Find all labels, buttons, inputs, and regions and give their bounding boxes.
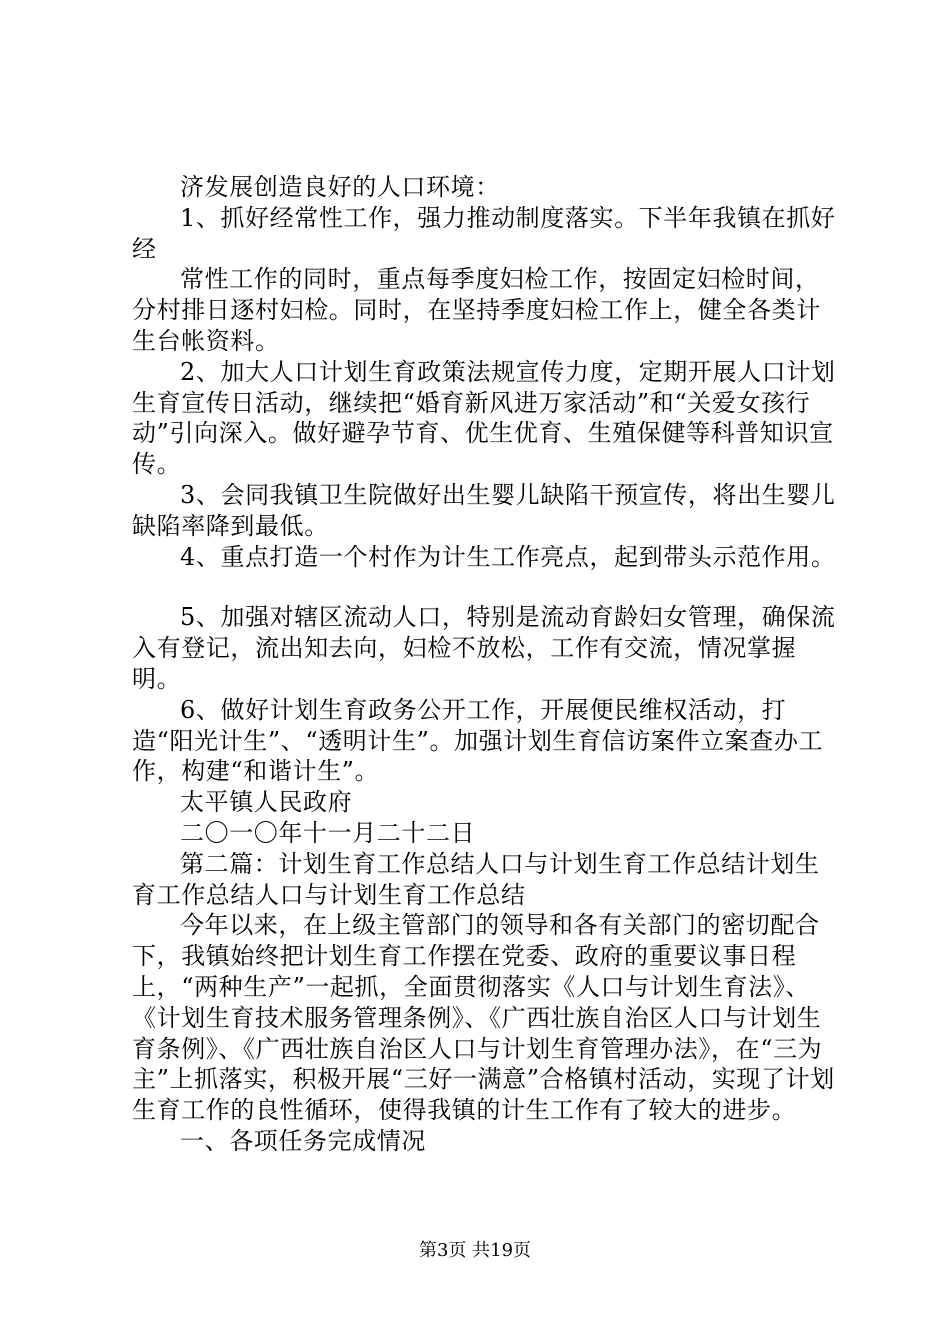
signature-organization: 太平镇人民政府 — [180, 788, 353, 817]
paragraph-item-2: 2、加大人口计划生育政策法规宣传力度，定期开展人口计划生育宣传日活动，继续把“婚育新风进万家活动”和“关爱女孩行动”引向深入。做好避孕节育、优生优育、生殖保健等科普知识宣传。 — [132, 357, 836, 479]
signature-date: 二〇一〇年十一月二十二日 — [180, 818, 476, 847]
section-title-part-two: 第二篇：计划生育工作总结人口与计划生育工作总结计划生育工作总结人口与计划生育工作总结 — [132, 849, 820, 909]
paragraph-item-3: 3、会同我镇卫生院做好出生婴儿缺陷干预宣传，将出生婴儿缺陷率降到最低。 — [132, 480, 836, 540]
paragraph-item-1-continued: 常性工作的同时，重点每季度妇检工作，按固定妇检时间，分村排日逐村妇检。同时，在坚持季度妇检工作上，健全各类计生台帐资料。 — [132, 265, 821, 355]
paragraph-item-6: 6、做好计划生育政务公开工作，开展便民维权活动，打造“阳光计生”、“透明计生”。加强计划生育信访案件立案查办工作，构建“和谐计生”。 — [132, 695, 824, 786]
document-body — [132, 172, 842, 1157]
section-heading-tasks: 一、各项任务完成情况 — [180, 1126, 426, 1155]
paragraph-item-1: 1、抓好经常性工作，强力推动制度落实。下半年我镇在抓好经 — [132, 203, 836, 263]
paragraph-intro: 济发展创造良好的人口环境： — [180, 173, 500, 201]
paragraph-item-4: 4、重点打造一个村作为计生工作亮点，起到带头示范作用。 — [180, 542, 836, 571]
paragraph-summary: 今年以来，在上级主管部门的领导和各有关部门的密切配合下，我镇始终把计划生育工作摆在党委、政府的重要议事日程上，“两种生产”一起抓，全面贯彻落实《人口与计划生育法》、《计划生育技术服务管理条例》、《广西壮族自治区人口与计划生育条例》、《广西壮族自治区人口与计划生育管理办法》，在“三为主”上抓落实，积极开展“三好一满意”合格镇村活动，实现了计划生育工作的良性循环，使得我镇的计生工作有了较大的进步。 — [132, 911, 835, 1125]
page-number-footer: 第3页 共19页 — [418, 1240, 532, 1261]
paragraph-item-5: 5、加强对辖区流动人口，特别是流动育龄妇女管理，确保流入有登记，流出知去向，妇检不放松，工作有交流，情况掌握明。 — [132, 603, 836, 693]
